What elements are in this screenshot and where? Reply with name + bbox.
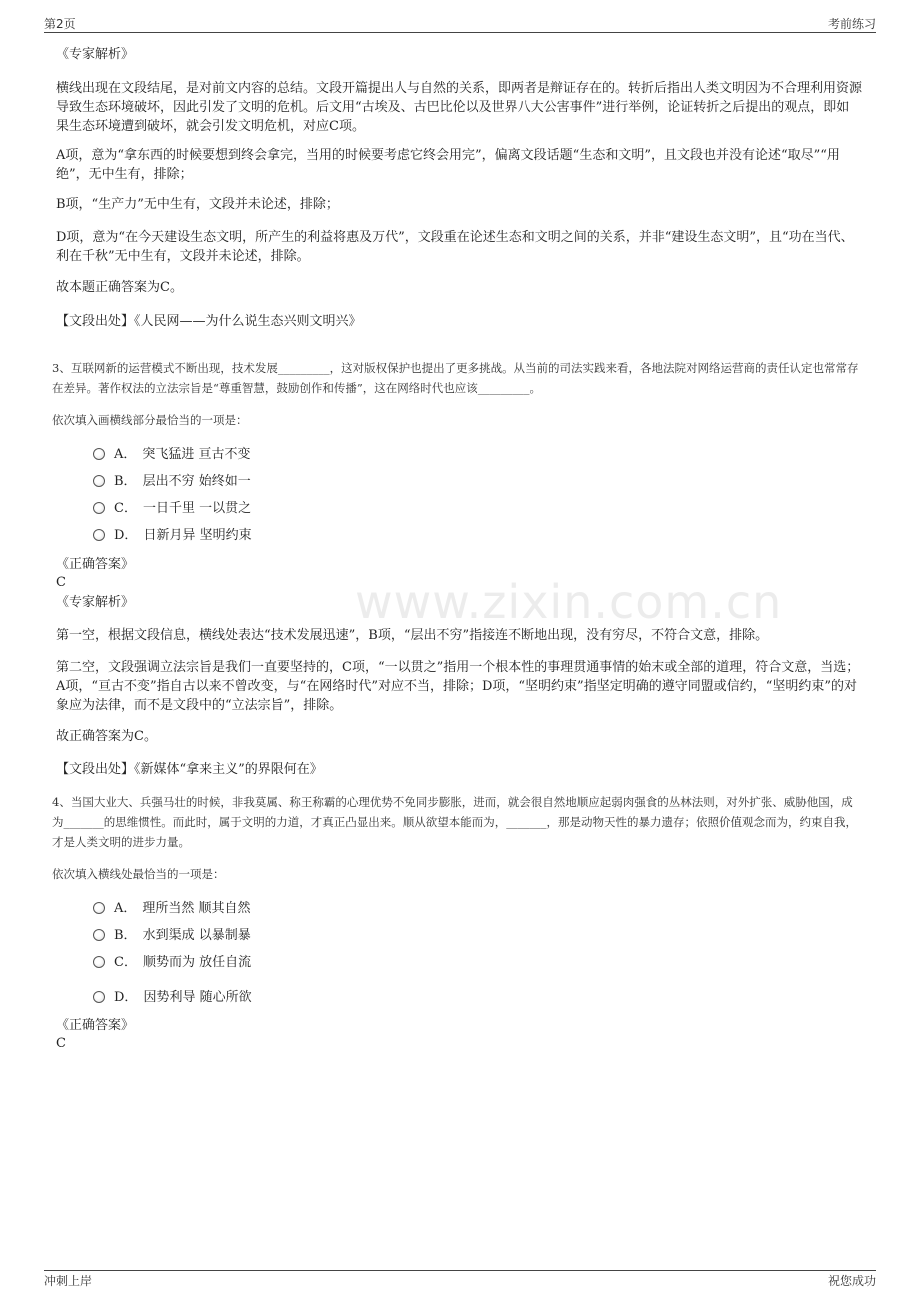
watermark: www.zixin.com.cn [355, 575, 783, 629]
q2-analysis-label: 《专家解析》 [56, 47, 135, 62]
footer-right: 祝您成功 [827, 1274, 876, 1288]
q4-option-c[interactable]: C． 顺势而为 放任自流 [93, 953, 251, 973]
q3-analysis-p2: 第二空，文段强调立法宗旨是我们一直要坚持的，C项，“一以贯之”指用一个根本性的事理贯通事情的始末或全部的道理，符合文意，当选；A项，“亘古不变”指自古以来不曾改变，与“在网络时代”对应不当，排除；D项，“坚明约束”指坚定明确的遵守同盟或信约，“坚明约束”的对象应为法律，而不是文段中的“立法宗旨”，排除。 [56, 660, 860, 713]
radio-icon[interactable] [93, 956, 105, 968]
q4-option-a[interactable]: A． 理所当然 顺其自然 [93, 899, 251, 919]
header-title: 考前练习 [827, 17, 876, 31]
radio-icon[interactable] [93, 529, 105, 541]
q4-option-b[interactable]: B． 水到渠成 以暴制暴 [93, 926, 251, 946]
radio-icon[interactable] [93, 991, 105, 1003]
q2-source: 【文段出处】《人民网——为什么说生态兴则文明兴》 [56, 314, 362, 329]
radio-icon[interactable] [93, 448, 105, 460]
radio-icon[interactable] [93, 929, 105, 941]
q2-analysis-p2: A项，意为“拿东西的时候要想到终会拿完，当用的时候要考虑它终会用完”，偏离文段话题“生态和文明”，且文段也并没有论述“取尽”“用绝”，无中生有，排除； [56, 148, 840, 182]
q3-stem: 3、互联网新的运营模式不断出现，技术发展_________，这对版权保护也提出了更多挑战。从当前的司法实践来看，各地法院对网络运营商的责任认定也常常存在差异。著作权法的立法宗旨是“尊重智慧，鼓励创作和传播”，这在网络时代也应该_________。 [52, 361, 859, 395]
q3-answer-label: 《正确答案》 [56, 557, 135, 572]
footer-left: 冲刺上岸 [44, 1274, 93, 1288]
q3-option-a[interactable]: A． 突飞猛进 亘古不变 [93, 445, 251, 465]
q2-analysis-p4: D项，意为“在今天建设生态文明，所产生的利益将惠及万代”，文段重在论述生态和文明之间的关系，并非“建设生态文明”，且“功在当代、利在千秋”无中生有，文段并未论述，排除。 [56, 230, 854, 264]
radio-icon[interactable] [93, 902, 105, 914]
page-footer [44, 1270, 876, 1293]
q4-answer-label: 《正确答案》 [56, 1018, 135, 1033]
page-number: 第2页 [44, 17, 76, 31]
q3-option-b[interactable]: B． 层出不穷 始终如一 [93, 472, 251, 492]
page-header [44, 14, 876, 33]
radio-icon[interactable] [93, 502, 105, 514]
q4-answer: C [56, 1036, 66, 1051]
q3-analysis-label: 《专家解析》 [56, 595, 135, 610]
q2-analysis-p3: B项，“生产力”无中生有，文段并未论述，排除； [56, 197, 339, 212]
q3-option-d[interactable]: D． 日新月异 坚明约束 [93, 526, 252, 546]
q3-answer: C [56, 575, 66, 590]
q3-analysis-p1: 第一空，根据文段信息，横线处表达“技术发展迅速”，B项，“层出不穷”指接连不断地出现，没有穷尽，不符合文意，排除。 [56, 628, 769, 643]
q3-prompt: 依次填入画横线部分最恰当的一项是： [52, 413, 248, 427]
q3-source: 【文段出处】《新媒体“拿来主义”的界限何在》 [56, 762, 323, 777]
q2-analysis-p1: 横线出现在文段结尾，是对前文内容的总结。文段开篇提出人与自然的关系，即两者是辩证存在的。转折后指出人类文明因为不合理利用资源导致生态环境破坏，因此引发了文明的危机。后文用“古埃及、古巴比伦以及世界八大公害事件”进行举例，论证转折之后提出的观点，即如果生态环境遭到破坏，就会引发文明危机，对应C项。 [56, 81, 863, 134]
q4-prompt: 依次填入横线处最恰当的一项是： [52, 867, 225, 881]
radio-icon[interactable] [93, 475, 105, 487]
q3-option-c[interactable]: C． 一日千里 一以贯之 [93, 499, 251, 519]
q4-option-d[interactable]: D． 因势利导 随心所欲 [93, 988, 252, 1008]
q2-conclusion: 故本题正确答案为C。 [56, 280, 183, 295]
q3-conclusion: 故正确答案为C。 [56, 729, 157, 744]
q4-stem: 4、当国大业大、兵强马壮的时候，非我莫属、称王称霸的心理优势不免同步膨胀，进而，就会很自然地顺应起弱肉强食的丛林法则，对外扩张、威胁他国，成为_______的思维惯性。而此时，属于文明的力道，才真正凸显出来。顺从欲望本能而为，_______，那是动物天性的暴力遗存；依照价值观念而为，约束自我，才是人类文明的进步力量。 [52, 795, 857, 849]
